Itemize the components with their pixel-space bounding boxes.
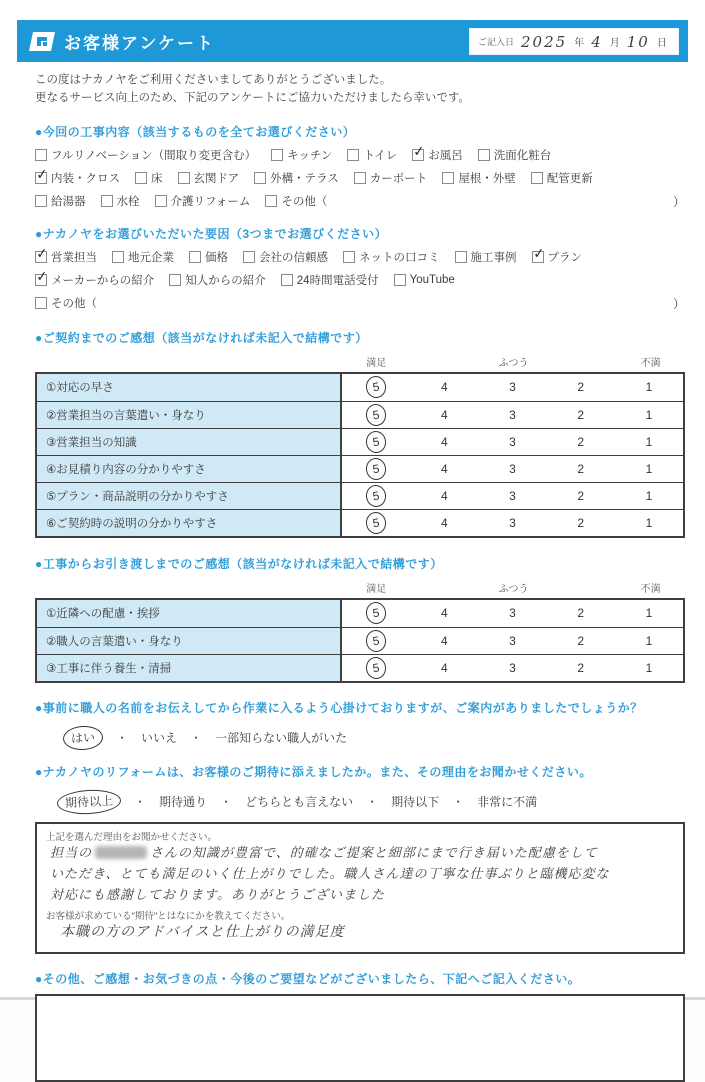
option-separator: ・	[220, 795, 233, 810]
selected-circle: 5	[365, 375, 388, 400]
option-some-unknown[interactable]: 一部知らない職人がいた	[215, 731, 348, 746]
scale-header-satisfied: 満足	[366, 357, 387, 369]
check-icon: ✓	[35, 244, 49, 262]
table-row	[37, 455, 683, 482]
selected-circle: 5	[365, 655, 388, 680]
checkbox-box	[343, 251, 355, 263]
expectation-options	[57, 790, 685, 814]
rating-option-5[interactable]	[342, 510, 410, 536]
checkbox-label: 会社の信頼感	[259, 251, 328, 264]
checkbox-label: 玄関ドア	[193, 172, 240, 185]
checkbox-label: 給湯器	[51, 196, 86, 209]
row-label: ①近隣への配慮・挨拶	[37, 600, 342, 627]
rating-option-3[interactable]: 3	[509, 515, 516, 530]
rating-option-5[interactable]	[342, 600, 410, 627]
table-row	[37, 600, 683, 627]
section-title-expectation-question: ●ナカノヤのリフォームは、お客様のご期待に添えましたか。また、その理由をお聞かせください。	[35, 764, 592, 779]
scale-header-dissatisfied: 不満	[640, 357, 661, 369]
checkbox-label: メーカーからの紹介	[51, 274, 155, 287]
checkbox-item[interactable]	[343, 249, 440, 265]
checkbox-box	[169, 274, 181, 286]
checkbox-box	[265, 195, 277, 207]
row-label: ②営業担当の言葉遣い・身なり	[37, 402, 342, 428]
rating-option-1[interactable]: 1	[645, 407, 653, 422]
row-label: ③工事に伴う養生・清掃	[37, 655, 342, 681]
checkbox-label: その他（	[51, 298, 97, 311]
checkbox-box	[478, 149, 490, 161]
checkbox-box	[347, 149, 359, 161]
rating-option-1[interactable]: 1	[645, 461, 653, 476]
checkbox-label: 施工事例	[470, 251, 517, 264]
fill-date-box[interactable]	[469, 28, 679, 55]
handwritten-text: いただき、とても満足のいく仕上がりでした。職人さん達の丁寧な仕事ぶりと臨機応変な	[50, 866, 610, 882]
option-as-expected[interactable]: 期待通り	[159, 795, 208, 810]
checkbox-box	[35, 297, 47, 309]
checkbox-item[interactable]	[354, 170, 428, 186]
date-label: ご記入日	[478, 37, 515, 47]
checkbox-item[interactable]	[478, 147, 552, 163]
rating-option-2[interactable]: 2	[577, 660, 585, 675]
section-title-choice-reason: ●ナカノヤをお選びいただいた要因（3つまでお選びください）	[35, 226, 388, 241]
table-row	[37, 482, 683, 509]
redacted-name	[95, 846, 147, 859]
checkbox-label: 地元企業	[128, 251, 174, 264]
option-neither[interactable]: どちらとも言えない	[245, 795, 354, 810]
checkbox-item[interactable]	[189, 249, 228, 265]
checkbox-item-other[interactable]	[35, 295, 97, 311]
row-label: ⑥ご契約時の説明の分かりやすさ	[37, 510, 342, 536]
scale-header-dissatisfied: 不満	[640, 583, 661, 595]
rating-option-2[interactable]: 2	[577, 380, 585, 395]
checkbox-label: 営業担当	[51, 251, 97, 264]
rating-option-3[interactable]: 3	[509, 633, 516, 648]
rating-option-2[interactable]: 2	[577, 434, 585, 449]
option-below-expectation[interactable]: 期待以下	[391, 795, 440, 810]
handwritten-answer-line	[50, 843, 674, 864]
checkbox-label: その他（	[281, 196, 328, 209]
handwritten-text: 対応にも感謝しております。ありがとうございました	[50, 887, 385, 903]
checkbox-box	[189, 251, 201, 263]
checkbox-box	[412, 142, 426, 161]
section-title-work-content: ●今回の工事内容（該当するものを全てお選びください）	[35, 124, 356, 139]
reason-row-2	[35, 267, 685, 288]
checkbox-item-checked[interactable]	[35, 267, 155, 288]
rating-option-1[interactable]: 1	[645, 633, 653, 648]
rating-option-4[interactable]: 4	[440, 633, 448, 648]
section-title-handover-impressions: ●工事からお引き渡しまでのご感想（該当がなければ未記入で結構です）	[35, 556, 443, 571]
checkbox-label: キッチン	[287, 149, 333, 162]
rating-option-3[interactable]: 3	[509, 660, 516, 675]
checkbox-box	[155, 195, 167, 207]
checkbox-item[interactable]	[101, 193, 140, 209]
checkbox-item[interactable]	[281, 272, 379, 288]
contract-rating-table	[35, 372, 685, 538]
checkbox-box	[394, 274, 406, 286]
rating-option-5[interactable]	[342, 655, 410, 681]
header-bar	[17, 20, 688, 62]
scale-header-satisfied: 満足	[366, 583, 387, 595]
selected-circle: 5	[365, 429, 388, 454]
rating-option-2[interactable]: 2	[577, 633, 585, 648]
table-row	[37, 401, 683, 428]
checkbox-label: プラン	[547, 251, 582, 264]
scale-header-neutral: ふつう	[498, 357, 529, 369]
other-comments-input-box[interactable]	[35, 994, 685, 1082]
checkbox-label: 外構・テラス	[270, 172, 339, 185]
option-separator: ・	[190, 731, 203, 746]
option-no[interactable]: いいえ	[141, 731, 178, 746]
rating-option-3[interactable]: 3	[509, 488, 516, 503]
rating-option-4[interactable]: 4	[440, 660, 448, 675]
table-row	[37, 428, 683, 455]
table-row	[37, 654, 683, 681]
row-label: ①対応の早さ	[37, 374, 342, 401]
checkbox-item-checked[interactable]	[531, 244, 583, 265]
checkbox-label: 水栓	[116, 196, 140, 209]
handwritten-answer-line	[50, 864, 674, 885]
handwritten-text: 担当の	[50, 845, 93, 861]
handwritten-answer-line	[50, 885, 674, 906]
option-separator: ・	[366, 795, 379, 810]
rating-option-1[interactable]: 1	[645, 488, 653, 503]
checkbox-box	[243, 251, 255, 263]
rating-option-2[interactable]: 2	[577, 606, 585, 621]
option-separator: ・	[116, 731, 129, 746]
checkbox-label: 価格	[205, 251, 228, 264]
rating-option-1[interactable]: 1	[645, 606, 653, 621]
checkbox-label: YouTube	[409, 273, 455, 286]
intro-text	[35, 72, 685, 108]
selected-circle: 5	[365, 510, 388, 535]
checkbox-box	[135, 172, 147, 184]
rating-option-2[interactable]: 2	[577, 407, 585, 422]
checkbox-box	[281, 274, 293, 286]
checkbox-item[interactable]	[394, 274, 455, 286]
contract-scale-headers	[35, 354, 685, 369]
checkbox-box	[354, 172, 366, 184]
checkbox-box	[112, 251, 124, 263]
checkbox-item[interactable]	[35, 193, 86, 209]
check-icon: ✓	[35, 267, 49, 285]
checkbox-label: 内装・クロス	[51, 172, 120, 185]
checkbox-label: 床	[151, 172, 163, 185]
reason-row-1	[35, 244, 685, 265]
checkbox-box	[531, 172, 543, 184]
section-title-notice-question: ●事前に職人の名前をお伝えしてから作業に入るよう心掛けておりますが、ご案内がありましたでしょうか？	[35, 700, 643, 715]
checkbox-box	[101, 195, 113, 207]
handover-rating-table	[35, 598, 685, 683]
handwritten-answer-line	[60, 922, 674, 944]
rating-option-3[interactable]: 3	[509, 461, 516, 476]
day-unit: 日	[656, 38, 667, 49]
reason-prompt: 上記を選んだ理由をお聞かせください。	[46, 831, 218, 843]
checkbox-label: お風呂	[428, 149, 463, 162]
checkbox-label: トイレ	[363, 149, 398, 162]
checkbox-box	[531, 244, 545, 263]
checkbox-label: カーポート	[369, 172, 428, 185]
page-title: お客様アンケート	[64, 33, 215, 53]
work-row-1	[35, 142, 685, 163]
rating-option-1[interactable]: 1	[645, 660, 653, 675]
checkbox-item[interactable]	[35, 147, 256, 163]
scale-header-neutral: ふつう	[498, 583, 529, 595]
rating-option-3[interactable]: 3	[509, 434, 516, 449]
month-unit: 月	[609, 38, 620, 49]
option-separator: ・	[134, 795, 147, 810]
checkbox-box	[35, 149, 47, 161]
intro-line-2: 更なるサービス向上のため、下記のアンケートにご協力いただけましたら幸いです。	[35, 91, 470, 104]
date-day-value: 10	[626, 32, 650, 51]
rating-option-4[interactable]: 4	[440, 407, 448, 422]
expectation-definition-prompt: お客様が求めている"期待"とはなにかを教えてください。	[46, 911, 291, 923]
option-above-expectation-selected[interactable]: 期待以上	[56, 788, 121, 815]
option-yes-selected[interactable]: はい	[62, 725, 103, 751]
rating-option-1[interactable]: 1	[645, 380, 653, 395]
handover-scale-headers	[35, 580, 685, 595]
year-unit: 年	[574, 38, 585, 49]
checkbox-item-checked[interactable]	[35, 244, 97, 265]
selected-circle: 5	[365, 601, 388, 626]
date-year-value: 2025	[521, 32, 568, 51]
checkbox-item-checked[interactable]	[412, 142, 463, 163]
table-row	[37, 374, 683, 401]
rating-option-1[interactable]: 1	[645, 434, 653, 449]
close-paren: ）	[672, 194, 685, 209]
checkbox-box	[455, 251, 467, 263]
rating-option-4[interactable]: 4	[440, 488, 448, 503]
checkbox-label: ネットの口コミ	[359, 251, 440, 264]
rating-option-5[interactable]	[342, 628, 410, 654]
option-very-dissatisfied[interactable]: 非常に不満	[477, 795, 538, 810]
rating-option-4[interactable]: 4	[440, 380, 448, 395]
section-title-contract-impressions: ●ご契約までのご感想（該当がなければ未記入で結構です）	[35, 330, 368, 345]
checkbox-box	[35, 244, 49, 263]
checkbox-box	[178, 172, 190, 184]
rating-option-5[interactable]	[342, 429, 410, 455]
table-row	[37, 509, 683, 536]
rating-option-5[interactable]	[342, 402, 410, 428]
notice-options	[63, 726, 685, 750]
checkbox-label: 24時間電話受付	[296, 274, 379, 287]
checkbox-label: 知人からの紹介	[185, 274, 266, 287]
rating-option-2[interactable]: 2	[577, 488, 585, 503]
checkbox-item[interactable]	[347, 147, 397, 163]
rating-option-4[interactable]: 4	[440, 461, 448, 476]
checkbox-item[interactable]	[243, 249, 328, 265]
checkbox-box	[442, 172, 454, 184]
nakanoya-logo-icon	[29, 31, 55, 52]
rating-option-3[interactable]: 3	[509, 606, 516, 621]
section-title-other-comments: ●その他、ご感想・お気づきの点・今後のご要望などがございましたら、下記へご記入ください。	[35, 971, 581, 986]
rating-option-4[interactable]: 4	[440, 434, 448, 449]
rating-option-3[interactable]: 3	[509, 407, 516, 422]
checkbox-box	[35, 195, 47, 207]
handwritten-text: 本職の方のアドバイスと仕上がりの満足度	[60, 924, 345, 941]
selected-circle: 5	[365, 628, 388, 653]
check-icon: ✓	[35, 165, 49, 183]
row-label: ④お見積り内容の分かりやすさ	[37, 456, 342, 482]
checkbox-label: 配管更新	[546, 172, 593, 185]
row-label: ⑤プラン・商品説明の分かりやすさ	[37, 483, 342, 509]
row-label: ②職人の言葉遣い・身なり	[37, 628, 342, 654]
checkbox-item[interactable]	[112, 249, 174, 265]
date-month-value: 4	[591, 32, 603, 51]
checkbox-item[interactable]	[531, 170, 593, 186]
checkbox-item[interactable]	[178, 170, 240, 186]
handwritten-text: さんの知識が豊富で、的確なご提案と細部にまで行き届いた配慮をして	[150, 845, 598, 861]
row-label: ③営業担当の知識	[37, 429, 342, 455]
checkbox-label: フルリノベーション（間取り変更含む）	[51, 149, 257, 162]
rating-option-2[interactable]: 2	[577, 515, 585, 530]
check-icon: ✓	[531, 244, 545, 262]
close-paren: ）	[672, 296, 685, 311]
rating-option-1[interactable]: 1	[645, 515, 653, 530]
rating-option-5[interactable]	[342, 483, 410, 509]
rating-option-3[interactable]: 3	[509, 380, 516, 395]
checkbox-box	[35, 165, 49, 184]
intro-line-1: この度はナカノヤをご利用くださいましてありがとうございました。	[35, 74, 392, 86]
checkbox-box	[35, 267, 49, 286]
rating-option-5[interactable]	[342, 374, 410, 401]
checkbox-box	[254, 172, 266, 184]
work-row-2	[35, 165, 685, 186]
work-row-3	[35, 193, 685, 210]
checkbox-item[interactable]	[135, 170, 163, 186]
checkbox-item[interactable]	[455, 249, 517, 265]
rating-option-4[interactable]: 4	[440, 515, 448, 530]
reason-comment-box[interactable]	[35, 822, 685, 954]
selected-circle: 5	[365, 483, 388, 508]
checkbox-item[interactable]	[271, 147, 332, 163]
selected-circle: 5	[365, 456, 388, 481]
table-row	[37, 627, 683, 654]
selected-circle: 5	[365, 402, 388, 427]
rating-option-4[interactable]: 4	[440, 606, 448, 621]
checkbox-item[interactable]	[442, 170, 516, 186]
check-icon: ✓	[412, 142, 426, 160]
checkbox-box	[271, 149, 283, 161]
checkbox-label: 介護リフォーム	[170, 196, 251, 209]
checkbox-label: 洗面化粧台	[493, 149, 552, 162]
checkbox-item-other[interactable]	[265, 193, 327, 209]
checkbox-label: 屋根・外壁	[458, 172, 516, 185]
rating-option-2[interactable]: 2	[577, 461, 585, 476]
checkbox-item[interactable]	[254, 170, 339, 186]
rating-option-5[interactable]	[342, 456, 410, 482]
checkbox-item[interactable]	[169, 272, 266, 288]
option-separator: ・	[452, 795, 465, 810]
reason-row-3	[35, 295, 685, 312]
checkbox-item-checked[interactable]	[35, 165, 120, 186]
checkbox-item[interactable]	[155, 193, 251, 209]
